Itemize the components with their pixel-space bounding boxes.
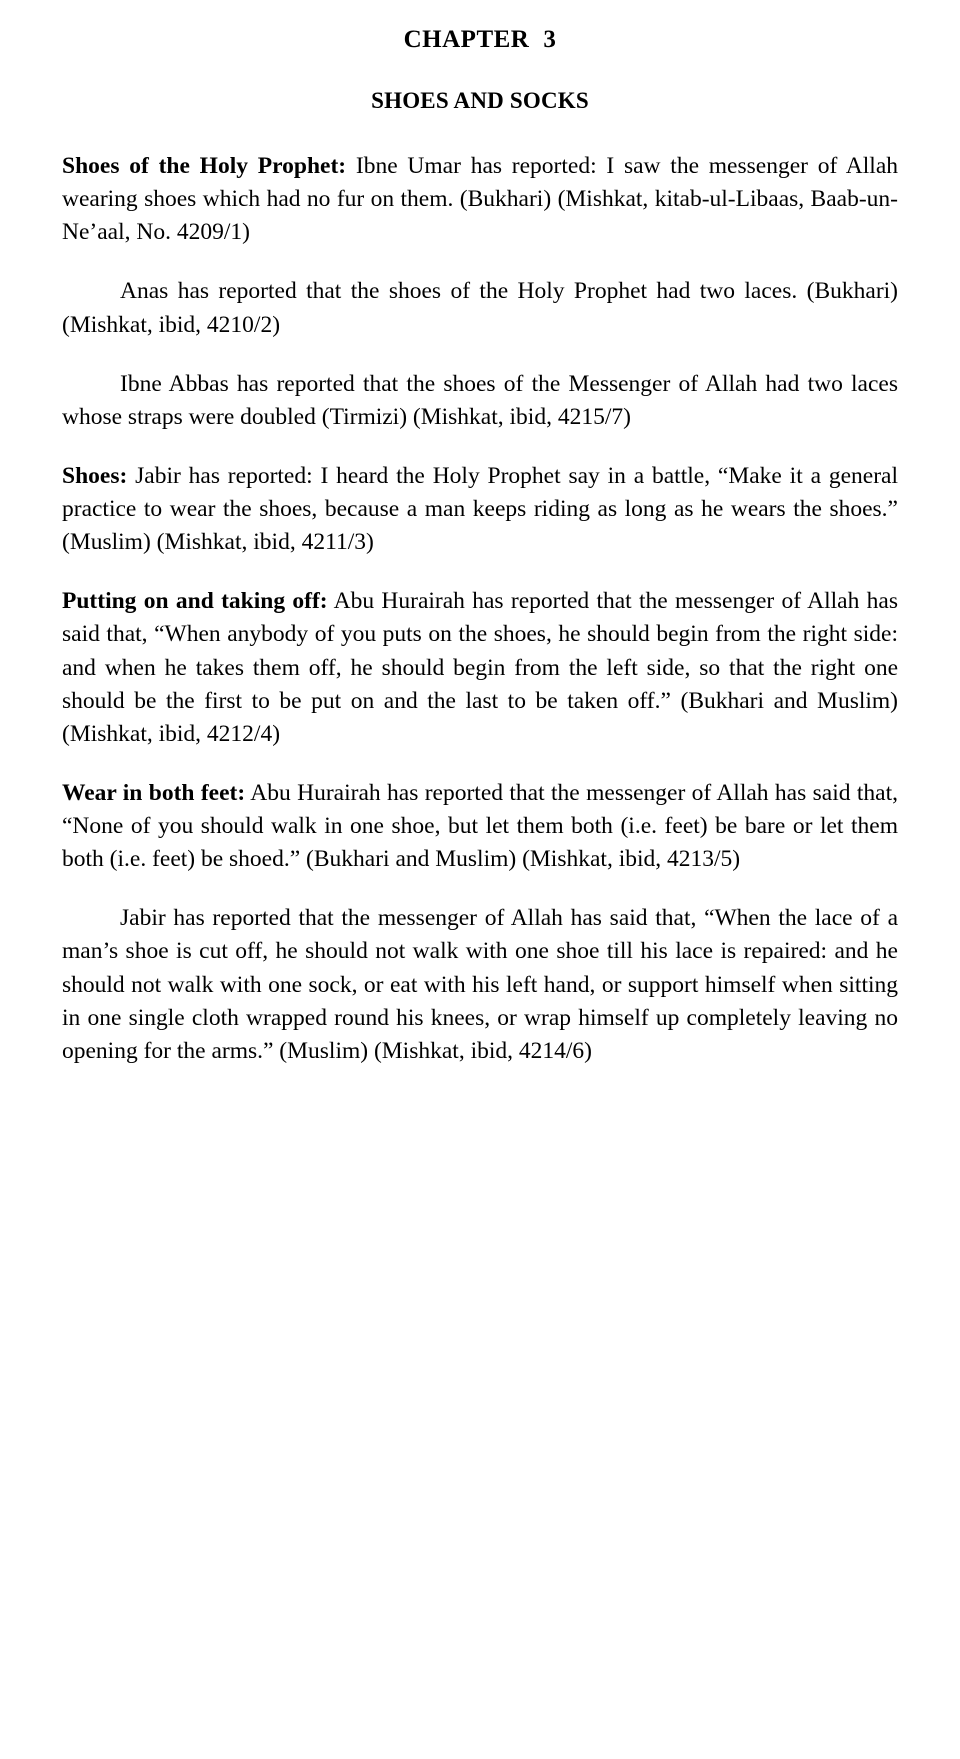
paragraph-text: Jabir has reported: I heard the Holy Prophet say in a battle, “Make it a general practice to wear the shoes, because a man keeps riding as long as he wears the shoes.” (Muslim) (Mishkat, ibid, 4211/3) bbox=[62, 462, 898, 556]
paragraph-shoes-of-the-holy-prophet bbox=[62, 150, 898, 249]
paragraph-text: Ibne Umar has reported: I saw the messenger of Allah wearing shoes which had no fur on them. (Bukhari) (Mishkat, kitab-ul-Libaas, Baab-un-Ne’aal, No. 4209/1) bbox=[62, 153, 898, 246]
paragraph-wear-in-both-feet bbox=[62, 777, 898, 876]
chapter-number: 3 bbox=[543, 26, 557, 53]
paragraph-lead: Shoes: bbox=[62, 462, 128, 489]
paragraph-lead: Shoes of the Holy Prophet: bbox=[62, 153, 347, 179]
paragraph-lead: Putting on and taking off: bbox=[62, 588, 328, 615]
paragraph-ibne-abbas-doubled-straps bbox=[62, 368, 898, 434]
paragraph-text: Abu Hurairah has reported that the messenger of Allah has said that, “None of you should walk in one shoe, but let them both (i.e. feet) be bare or let them both (i.e. feet) be shoed.” (Bukhari and Muslim) (Mishkat, ibid, 4213/5) bbox=[62, 779, 898, 873]
chapter-heading bbox=[62, 26, 898, 54]
body-text bbox=[62, 150, 898, 1068]
paragraph-shoes bbox=[62, 460, 898, 559]
section-title: SHOES AND SOCKS bbox=[371, 88, 589, 113]
chapter-label: CHAPTER bbox=[403, 26, 530, 53]
paragraph-anas-two-laces bbox=[62, 275, 898, 341]
paragraph-text: Abu Hurairah has reported that the messenger of Allah has said that, “When anybody of you puts on the shoes, he should begin from the right side: and when he takes them off, he should begin from the left side, so that the right one should be the first to be put on and the last to be taken off.” (Bukhari and Muslim) (Mishkat, ibid, 4212/4) bbox=[62, 588, 898, 747]
paragraph-text: Jabir has reported that the messenger of Allah has said that, “When the lace of a man’s shoe is cut off, he should not walk with one shoe till his lace is repaired: and he should not walk with one sock, or eat with his left hand, or support himself when sitting in one single cloth wrapped round his knees, or wrap himself up completely leaving no opening for the arms.” (Muslim) (Mishkat, ibid, 4214/6) bbox=[62, 905, 898, 1064]
paragraph-text: Anas has reported that the shoes of the Holy Prophet had two laces. (Bukhari) (Mishkat, ibid, 4210/2) bbox=[62, 278, 898, 338]
paragraph-text: Ibne Abbas has reported that the shoes of the Messenger of Allah had two laces whose straps were doubled (Tirmizi) (Mishkat, ibid, 4215/7) bbox=[62, 370, 898, 430]
paragraph-putting-on-and-taking-off bbox=[62, 585, 898, 751]
paragraph-lead: Wear in both feet: bbox=[62, 779, 246, 806]
paragraph-jabir-lace-cut-off bbox=[62, 902, 898, 1068]
